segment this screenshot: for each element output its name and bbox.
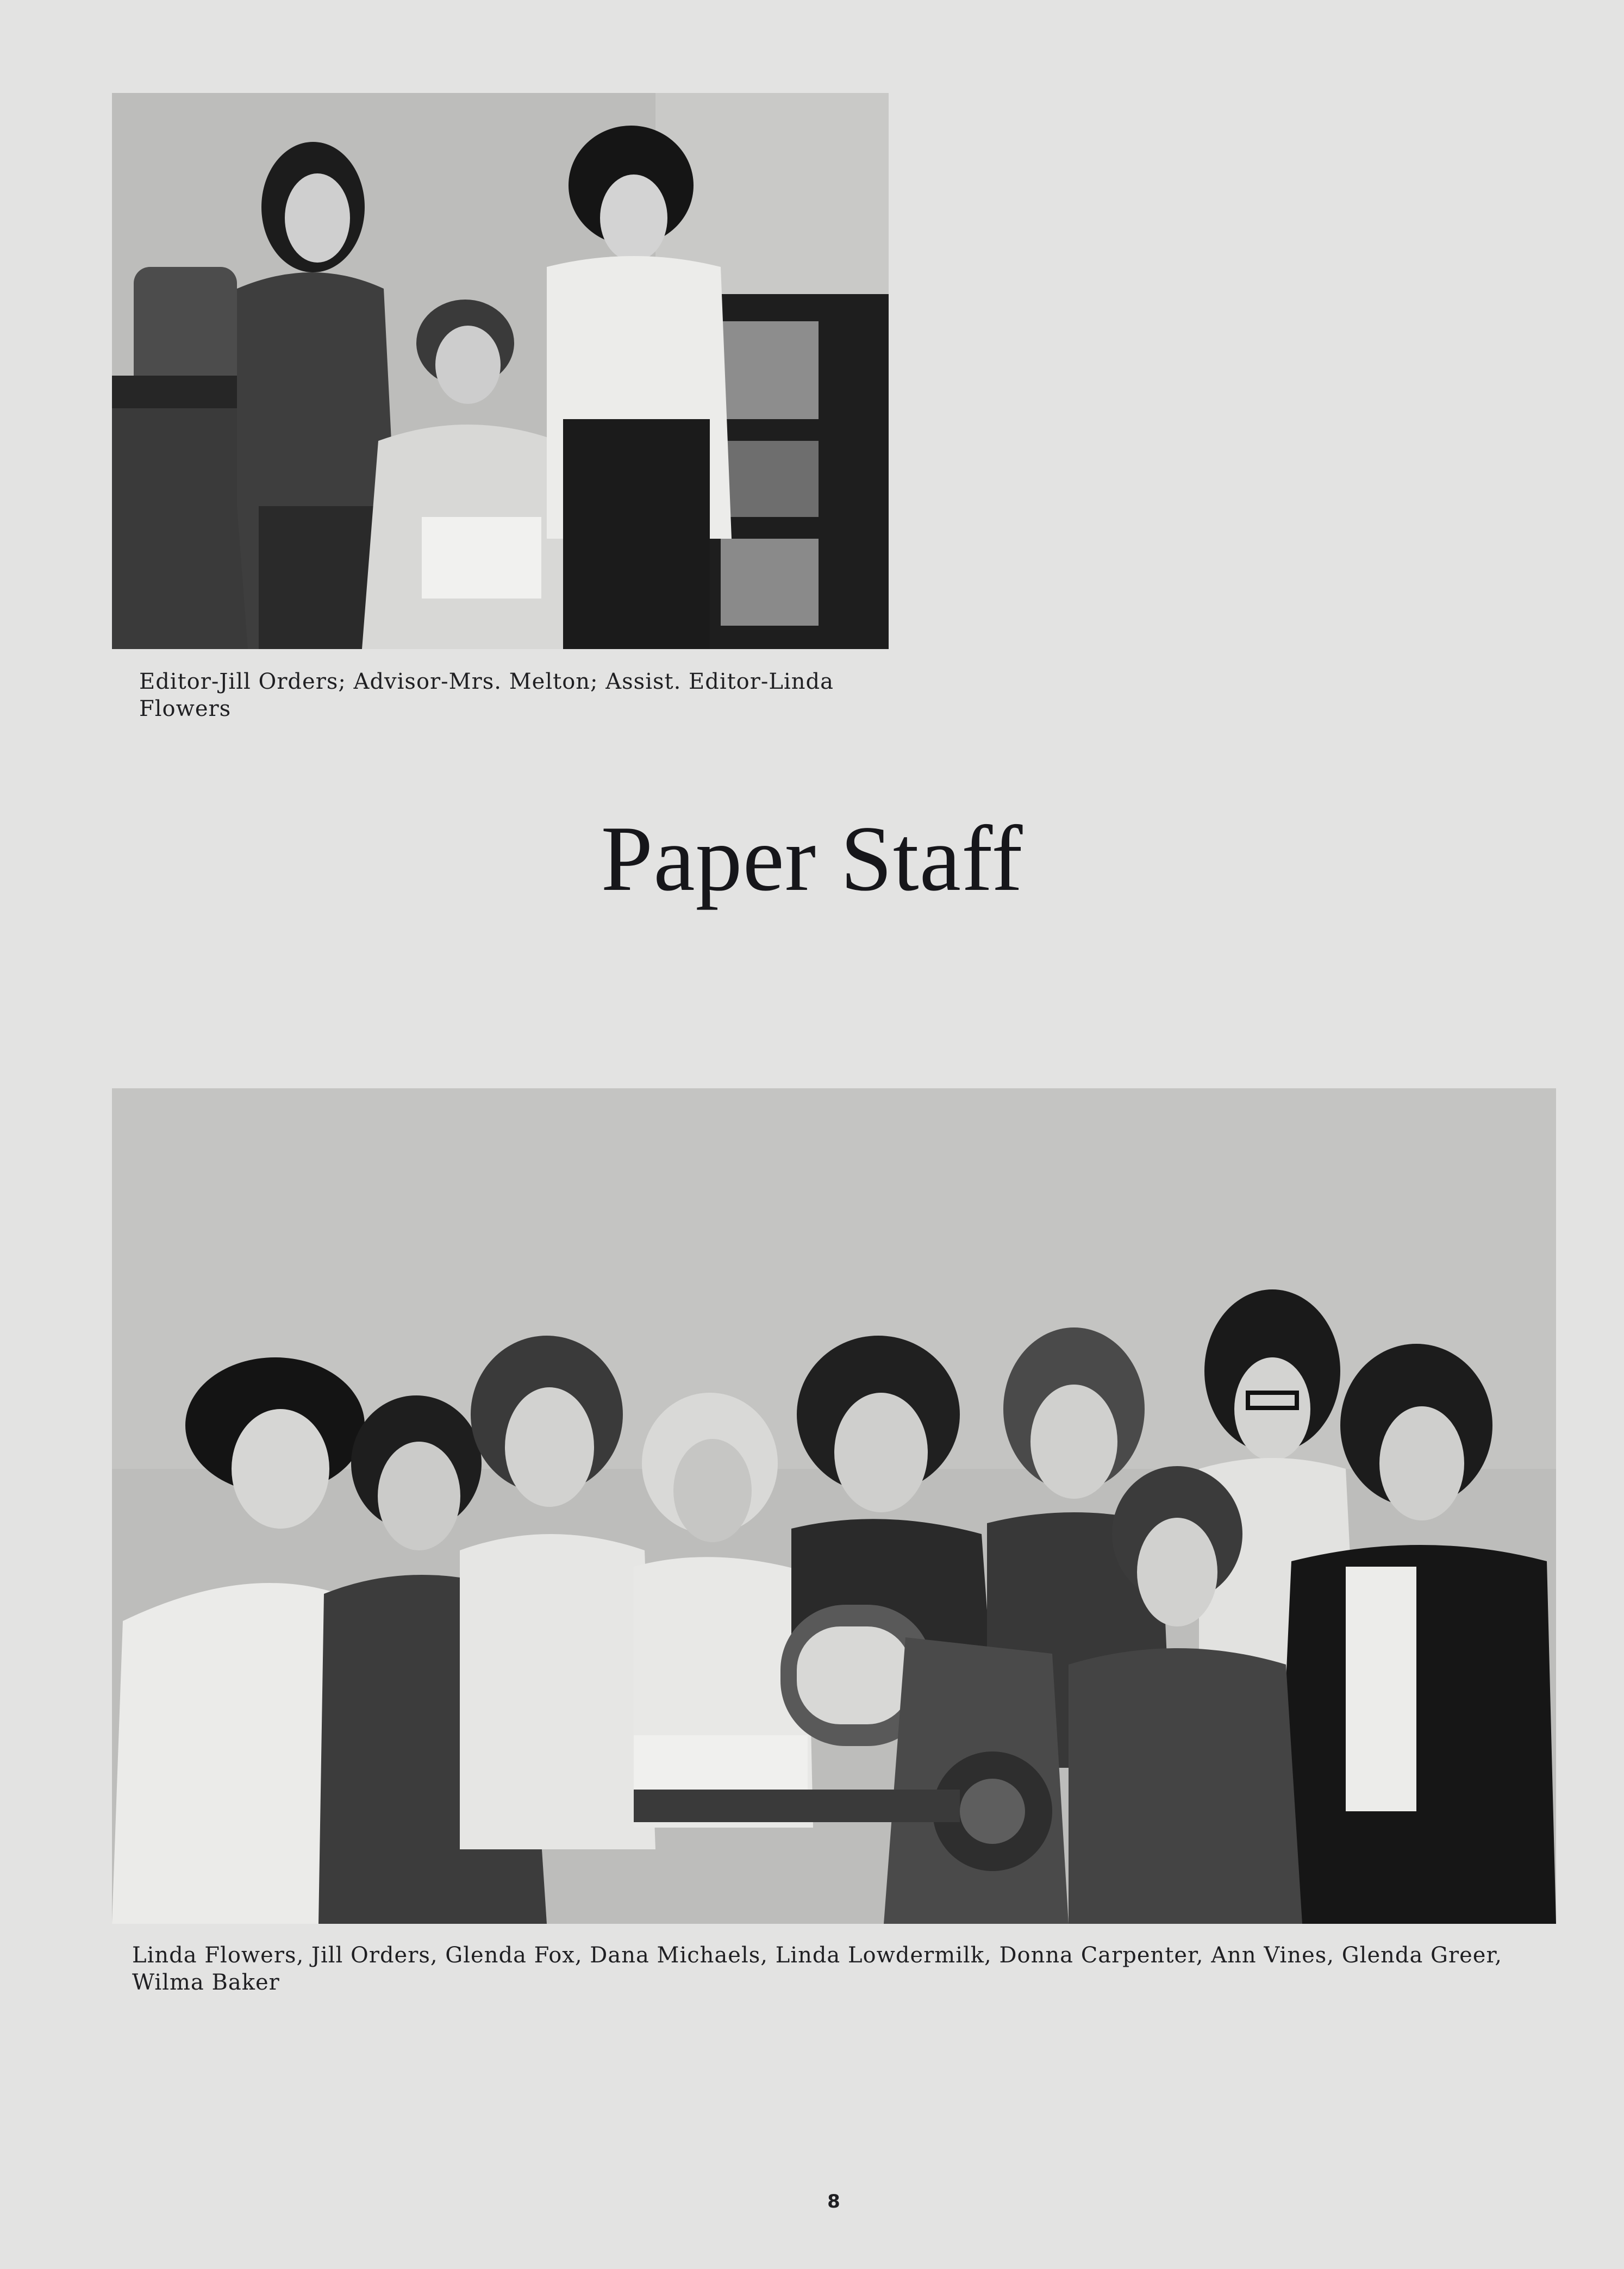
bottom-photo-caption: Linda Flowers, Jill Orders, Glenda Fox, Dana Michaels, Linda Lowdermilk, Donna Carpenter, Ann Vines, Glenda Greer, Wilma Baker (132, 1943, 1502, 1995)
page-title: Paper Staff (601, 807, 1023, 911)
top-photo-image (112, 93, 889, 649)
top-photo (112, 93, 889, 649)
bottom-photo-image (112, 1088, 1556, 1924)
bottom-photo (112, 1088, 1556, 1924)
page-number: 8 (827, 2191, 840, 2212)
top-photo-caption: Editor-Jill Orders; Advisor-Mrs. Melton; Assist. Editor-Linda Flowers (139, 669, 834, 721)
